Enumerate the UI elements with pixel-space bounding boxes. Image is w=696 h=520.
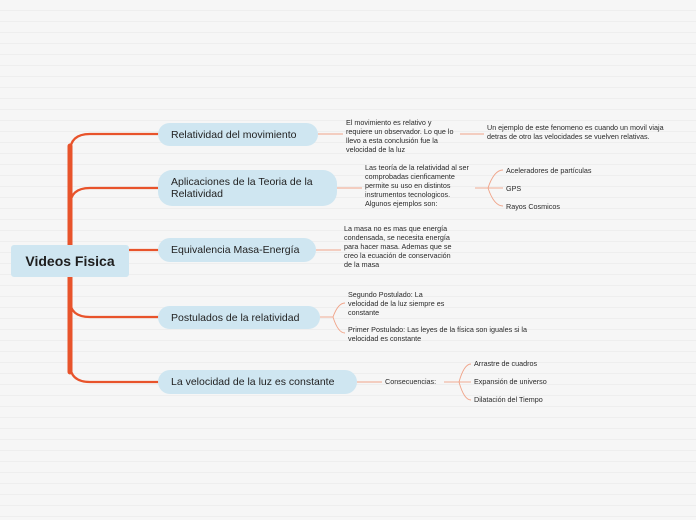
topic-velocidad-luz-constante[interactable]: La velocidad de la luz es constante	[158, 370, 357, 394]
consecuencias-label[interactable]: Consecuencias:	[385, 377, 437, 386]
link-apl-3	[488, 188, 503, 206]
example-aceleradores[interactable]: Aceleradores de partículas	[506, 166, 592, 175]
example-gps[interactable]: GPS	[506, 184, 522, 193]
link-apl-1	[488, 170, 503, 188]
link-post-1	[333, 303, 345, 317]
branch-velocidad	[70, 270, 158, 382]
consequence-arrastre-cuadros[interactable]: Arrastre de cuadros	[474, 359, 538, 368]
link-post-2	[333, 317, 345, 333]
equivalencia-detail[interactable]: La masa no es mas que energía condensada, se necesita energía para hacer masa. Ademas que se creo la ecuación de conservación de la masa	[344, 224, 452, 269]
relatividad-detail[interactable]: El movimiento es relativo y requiere un observador. Lo que lo llevo a esta conclusión fue la velocidad de la luz	[346, 118, 454, 154]
branch-aplicaciones	[70, 188, 158, 250]
primer-postulado[interactable]: Primer Postulado: Las leyes de la física son iguales si la velocidad es constante	[348, 325, 527, 343]
link-vel-1	[459, 364, 471, 382]
relatividad-example[interactable]: Un ejemplo de este fenomeno es cuando un movil viaja detras de otro las velocidades se vuelven relativas.	[487, 123, 664, 141]
topic-relatividad-movimiento[interactable]: Relatividad del movimiento	[158, 123, 318, 146]
central-topic[interactable]: Videos Fisica	[11, 245, 129, 277]
link-vel-3	[459, 382, 471, 400]
segundo-postulado[interactable]: Segundo Postulado: La velocidad de la luz siempre es constante	[348, 290, 445, 317]
branch-relatividad	[70, 134, 158, 250]
example-rayos-cosmicos[interactable]: Rayos Cosmicos	[506, 202, 560, 211]
consequence-expansion-universo[interactable]: Expansión de universo	[474, 377, 547, 386]
aplicaciones-detail[interactable]: Las teoría de la relatividad al ser comprobadas cienficamente permite su uso en distintos instrumentos tecnologicos. Algunos ejemplos son:	[365, 163, 469, 208]
topic-postulados-relatividad[interactable]: Postulados de la relatividad	[158, 306, 320, 329]
branch-postulados	[70, 270, 158, 317]
consequence-dilatacion-tiempo[interactable]: Dilatación del Tiempo	[474, 395, 543, 404]
topic-aplicaciones-relatividad[interactable]: Aplicaciones de la Teoria de la Relatividad	[158, 170, 337, 206]
topic-equivalencia-masa-energia[interactable]: Equivalencia Masa-Energía	[158, 238, 316, 262]
